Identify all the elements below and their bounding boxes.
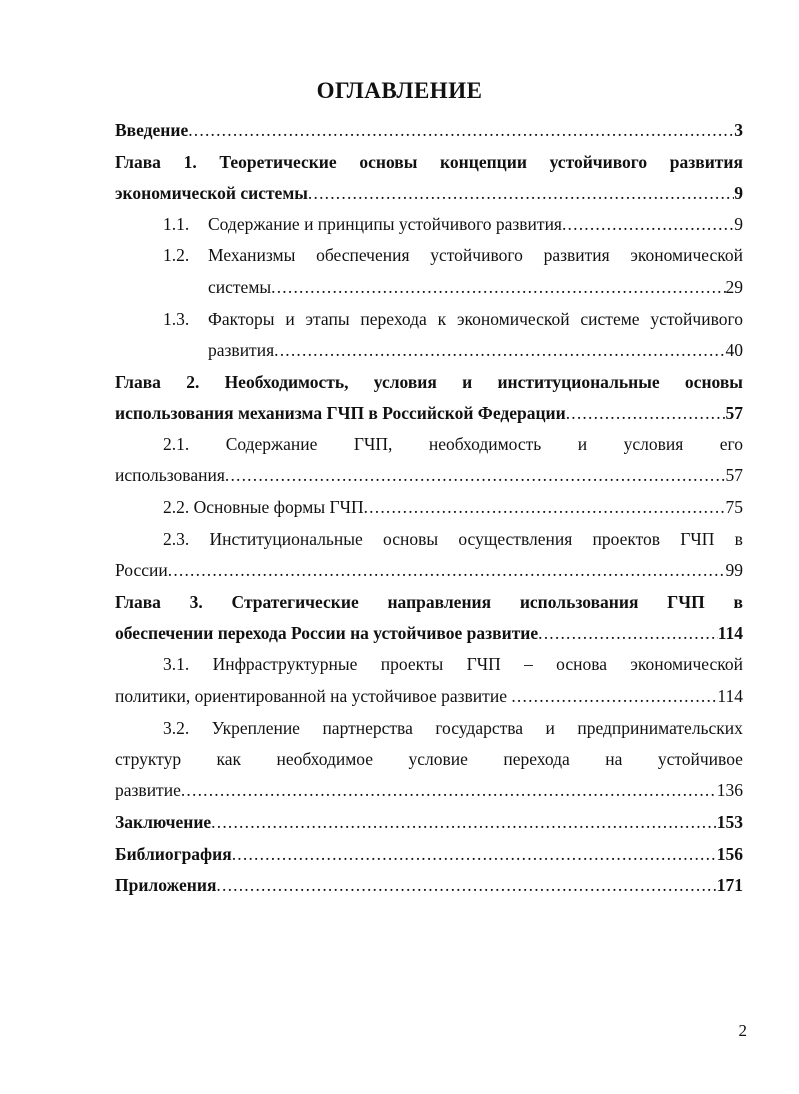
toc-label: Заключение <box>115 812 212 832</box>
page-number: 2 <box>738 1021 747 1040</box>
word: устойчивого <box>549 152 648 172</box>
word: необходимость <box>428 434 542 454</box>
toc-page: 29 <box>725 277 743 297</box>
word: условия <box>373 372 437 392</box>
word: на <box>605 749 623 769</box>
toc-section-3-2-line2[interactable] <box>115 747 743 771</box>
toc-section-2-3-line1[interactable] <box>163 527 743 551</box>
toc-label: Библиография <box>115 844 232 864</box>
word: Глава <box>115 152 161 172</box>
toc-page: 114 <box>717 623 743 643</box>
word: ГЧП <box>466 654 501 674</box>
toc-label: развития <box>208 340 275 360</box>
word: Инфраструктурные <box>212 654 358 674</box>
word: осуществления <box>458 529 573 549</box>
leader-dots <box>308 181 734 205</box>
word: проекты <box>380 654 444 674</box>
toc-label: политики, ориентированной на устойчивое развитие <box>115 686 512 706</box>
word: проектов <box>592 529 661 549</box>
leader-dots <box>188 118 734 142</box>
toc-chapter1-line2[interactable] <box>115 181 743 205</box>
word: и <box>285 309 295 329</box>
word: в <box>733 592 743 612</box>
toc-page: 114 <box>717 686 743 706</box>
toc-label: системы <box>208 277 272 297</box>
toc-label: Приложения <box>115 875 217 895</box>
leader-dots <box>538 621 718 645</box>
toc-chapter1-line1[interactable] <box>115 150 743 174</box>
word: системе <box>580 309 640 329</box>
toc-page: 75 <box>725 497 743 517</box>
word: Стратегические <box>231 592 359 612</box>
word: Факторы <box>208 309 275 329</box>
toc-label: 2.2. Основные формы ГЧП <box>163 497 364 517</box>
toc-entry-bibliography[interactable] <box>115 842 743 866</box>
leader-dots <box>511 684 717 708</box>
toc-label: развитие <box>115 780 181 800</box>
word: устойчивого <box>430 245 523 265</box>
section-number: 1.1. <box>163 214 190 234</box>
toc-label: использования механизма ГЧП в Российской Федерации <box>115 403 566 423</box>
word: основы <box>684 372 743 392</box>
word: Укрепление <box>211 718 300 738</box>
word: 3.1. <box>163 654 190 674</box>
toc-page: 99 <box>725 560 743 580</box>
word: 1. <box>183 152 197 172</box>
word: устойчивого <box>650 309 743 329</box>
section-number: 1.3. <box>163 309 190 329</box>
word: использования <box>519 592 639 612</box>
leader-dots <box>181 778 717 802</box>
toc-label: использования <box>115 465 225 485</box>
word: Механизмы <box>208 245 296 265</box>
toc-page: 57 <box>725 403 743 423</box>
word: концепции <box>440 152 527 172</box>
leader-dots <box>216 873 716 897</box>
word: Глава <box>115 372 161 392</box>
word: Глава <box>115 592 161 612</box>
word: и <box>462 372 473 392</box>
page-title: ОГЛАВЛЕНИЕ <box>316 78 483 103</box>
toc-page: 136 <box>716 780 743 800</box>
word: необходимое <box>276 749 374 769</box>
word: основы <box>359 152 418 172</box>
toc-section-2-2[interactable] <box>163 495 743 519</box>
toc-section-2-3-line2[interactable] <box>115 558 743 582</box>
word: Институциональные <box>209 529 363 549</box>
word: к <box>437 309 447 329</box>
toc-page: 57 <box>725 465 743 485</box>
word: условия <box>623 434 684 454</box>
toc-page: 9 <box>734 214 743 234</box>
word: как <box>216 749 242 769</box>
toc-page: 171 <box>716 875 743 895</box>
leader-dots <box>364 495 726 519</box>
word: развития <box>669 152 743 172</box>
word: ГЧП <box>680 529 715 549</box>
toc-section-2-1-line1[interactable] <box>163 432 743 456</box>
word: и <box>577 434 588 454</box>
word: устойчивое <box>657 749 743 769</box>
word: перехода <box>360 309 427 329</box>
toc-chapter3-line1[interactable] <box>115 590 743 614</box>
toc-section-3-2-line3[interactable] <box>115 778 743 802</box>
word: основа <box>556 654 608 674</box>
word: государства <box>435 718 524 738</box>
toc-label: Введение <box>115 120 189 140</box>
leader-dots <box>168 558 726 582</box>
toc-label: экономической системы <box>115 183 308 203</box>
toc-entry-conclusion[interactable] <box>115 810 743 834</box>
toc-page: 9 <box>734 183 743 203</box>
word: развития <box>543 245 610 265</box>
word: условие <box>408 749 468 769</box>
word: обеспечения <box>316 245 410 265</box>
toc-chapter2-line2[interactable] <box>115 401 743 425</box>
leader-dots <box>566 401 726 425</box>
toc-section-1-3-line2[interactable] <box>208 338 743 362</box>
word: 3. <box>189 592 203 612</box>
toc-chapter2-line1[interactable] <box>115 370 743 394</box>
word: – <box>524 654 533 674</box>
toc-section-1-3-line1[interactable] <box>208 307 743 331</box>
toc-label: России <box>115 560 168 580</box>
leader-dots <box>225 463 726 487</box>
toc-page: 40 <box>725 340 743 360</box>
word: ГЧП, <box>353 434 393 454</box>
word: экономической <box>630 654 743 674</box>
word: его <box>719 434 743 454</box>
word: структур <box>115 749 182 769</box>
word: партнерства <box>322 718 413 738</box>
toc-page: 3 <box>734 120 743 140</box>
word: этапы <box>305 309 350 329</box>
toc-page: 156 <box>716 844 743 864</box>
toc-chapter3-line2[interactable] <box>115 621 743 645</box>
toc-section-1-2-line1[interactable] <box>208 243 743 267</box>
word: 2.1. <box>163 434 190 454</box>
toc-section-3-2-line1[interactable] <box>163 716 743 740</box>
toc-label: Содержание и принципы устойчивого развития <box>208 214 562 234</box>
toc-page: 153 <box>716 812 743 832</box>
section-number: 1.2. <box>163 245 190 265</box>
word: 3.2. <box>163 718 190 738</box>
word: экономической <box>630 245 743 265</box>
word: 2. <box>186 372 200 392</box>
word: ГЧП <box>667 592 705 612</box>
word: Содержание <box>225 434 318 454</box>
word: в <box>734 529 743 549</box>
toc-section-1-2-line2[interactable] <box>208 275 743 299</box>
word: 2.3. <box>163 529 190 549</box>
leader-dots <box>232 842 717 866</box>
word: Теоретические <box>219 152 337 172</box>
word: перехода <box>503 749 570 769</box>
toc-entry-intro[interactable] <box>115 118 743 142</box>
toc-section-2-1-line2[interactable] <box>115 463 743 487</box>
leader-dots <box>274 338 725 362</box>
leader-dots <box>562 212 734 236</box>
word: институциональные <box>497 372 660 392</box>
toc-entry-appendices[interactable] <box>115 873 743 897</box>
toc-section-3-1-line1[interactable] <box>163 652 743 676</box>
word: предпринимательских <box>577 718 743 738</box>
leader-dots <box>271 275 725 299</box>
word: направления <box>387 592 492 612</box>
toc-section-3-1-line2[interactable] <box>115 684 743 708</box>
word: основы <box>383 529 439 549</box>
word: экономической <box>456 309 570 329</box>
word: Необходимость, <box>224 372 349 392</box>
toc-section-1-1[interactable] <box>208 212 743 236</box>
leader-dots <box>211 810 717 834</box>
toc-label: обеспечении перехода России на устойчивое развитие <box>115 623 539 643</box>
word: и <box>545 718 555 738</box>
